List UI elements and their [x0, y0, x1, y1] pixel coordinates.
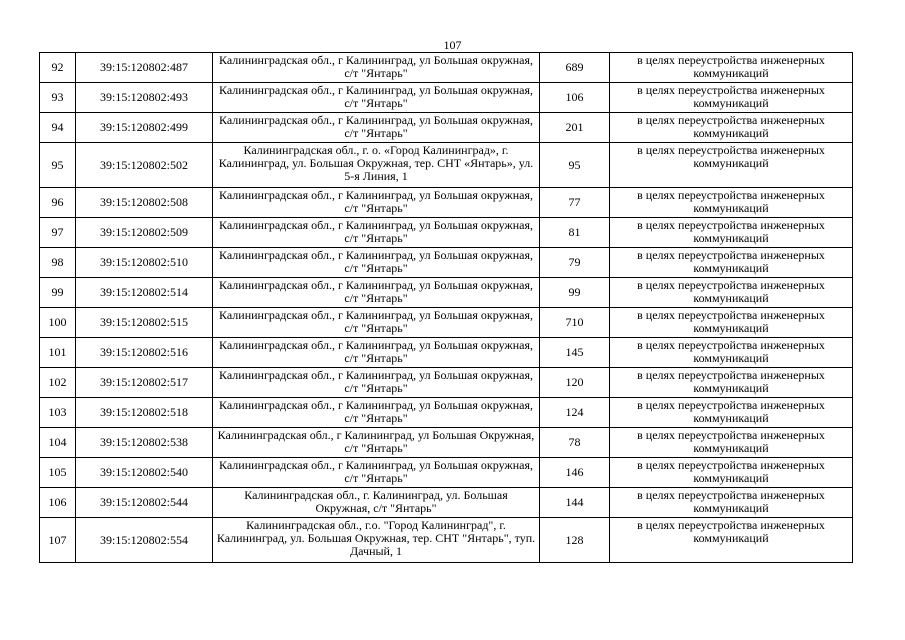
purpose: в целях переустройства инженерных коммуникаций: [610, 248, 853, 278]
cadastral-number: 39:15:120802:499: [76, 113, 213, 143]
purpose: в целях переустройства инженерных коммуникаций: [610, 113, 853, 143]
cadastral-number: 39:15:120802:502: [76, 143, 213, 188]
address: Калининградская обл., г Калининград, ул Большая окружная, с/т "Янтарь": [213, 218, 540, 248]
cadastral-number: 39:15:120802:508: [76, 188, 213, 218]
address: Калининградская обл., г Калининград, ул Большая окружная, с/т "Янтарь": [213, 188, 540, 218]
area: 201: [540, 113, 610, 143]
address: Калининградская обл., г Калининград, ул Большая окружная, с/т "Янтарь": [213, 278, 540, 308]
area: 124: [540, 398, 610, 428]
row-number: 96: [40, 188, 76, 218]
purpose: в целях переустройства инженерных коммуникаций: [610, 83, 853, 113]
row-number: 100: [40, 308, 76, 338]
row-number: 103: [40, 398, 76, 428]
cadastral-number: 39:15:120802:517: [76, 368, 213, 398]
area: 689: [540, 53, 610, 83]
address: Калининградская обл., г Калининград, ул Большая окружная, с/т "Янтарь": [213, 248, 540, 278]
area: 106: [540, 83, 610, 113]
purpose: в целях переустройства инженерных коммуникаций: [610, 218, 853, 248]
table-row: [40, 143, 853, 188]
cadastral-number: 39:15:120802:493: [76, 83, 213, 113]
table-row: [40, 518, 853, 563]
address: Калининградская обл., г.о. "Город Калининград", г. Калининград, ул. Большая Окружная, тер. СНТ "Янтарь", туп. Дачный, 1: [213, 518, 540, 563]
address: Калининградская обл., г. Калининград, ул. Большая Окружная, с/т "Янтарь": [213, 488, 540, 518]
land-plots-table: [39, 52, 853, 563]
area: 99: [540, 278, 610, 308]
table-row: [40, 218, 853, 248]
cadastral-number: 39:15:120802:518: [76, 398, 213, 428]
area: 78: [540, 428, 610, 458]
row-number: 106: [40, 488, 76, 518]
table-row: [40, 188, 853, 218]
row-number: 94: [40, 113, 76, 143]
cadastral-number: 39:15:120802:510: [76, 248, 213, 278]
area: 128: [540, 518, 610, 563]
table-row: [40, 338, 853, 368]
cadastral-number: 39:15:120802:538: [76, 428, 213, 458]
row-number: 102: [40, 368, 76, 398]
cadastral-number: 39:15:120802:515: [76, 308, 213, 338]
purpose: в целях переустройства инженерных коммуникаций: [610, 278, 853, 308]
area: 146: [540, 458, 610, 488]
address: Калининградская обл., г Калининград, ул Большая окружная, с/т "Янтарь": [213, 368, 540, 398]
purpose: в целях переустройства инженерных коммуникаций: [610, 53, 853, 83]
row-number: 107: [40, 518, 76, 563]
address: Калининградская обл., г Калининград, ул Большая окружная, с/т "Янтарь": [213, 398, 540, 428]
table-row: [40, 398, 853, 428]
area: 95: [540, 143, 610, 188]
purpose: в целях переустройства инженерных коммуникаций: [610, 458, 853, 488]
purpose: в целях переустройства инженерных коммуникаций: [610, 143, 853, 188]
area: 120: [540, 368, 610, 398]
row-number: 98: [40, 248, 76, 278]
purpose: в целях переустройства инженерных коммуникаций: [610, 308, 853, 338]
row-number: 92: [40, 53, 76, 83]
area: 77: [540, 188, 610, 218]
address: Калининградская обл., г Калининград, ул Большая окружная, с/т "Янтарь": [213, 458, 540, 488]
area: 145: [540, 338, 610, 368]
cadastral-number: 39:15:120802:487: [76, 53, 213, 83]
cadastral-number: 39:15:120802:540: [76, 458, 213, 488]
cadastral-number: 39:15:120802:516: [76, 338, 213, 368]
address: Калининградская обл., г. о. «Город Калининград», г. Калининград, ул. Большая Окружная, тер. СНТ «Янтарь», ул. 5-я Линия, 1: [213, 143, 540, 188]
purpose: в целях переустройства инженерных коммуникаций: [610, 428, 853, 458]
row-number: 105: [40, 458, 76, 488]
table-row: [40, 113, 853, 143]
table-row: [40, 368, 853, 398]
address: Калининградская обл., г Калининград, ул Большая окружная, с/т "Янтарь": [213, 113, 540, 143]
address: Калининградская обл., г Калининград, ул Большая окружная, с/т "Янтарь": [213, 338, 540, 368]
table-row: [40, 278, 853, 308]
purpose: в целях переустройства инженерных коммуникаций: [610, 398, 853, 428]
area: 79: [540, 248, 610, 278]
purpose: в целях переустройства инженерных коммуникаций: [610, 368, 853, 398]
row-number: 101: [40, 338, 76, 368]
table-row: [40, 488, 853, 518]
area: 81: [540, 218, 610, 248]
table-row: [40, 458, 853, 488]
row-number: 93: [40, 83, 76, 113]
area: 710: [540, 308, 610, 338]
table-row: [40, 83, 853, 113]
address: Калининградская обл., г Калининград, ул Большая окружная, с/т "Янтарь": [213, 83, 540, 113]
cadastral-number: 39:15:120802:544: [76, 488, 213, 518]
purpose: в целях переустройства инженерных коммуникаций: [610, 518, 853, 563]
table-row: [40, 428, 853, 458]
purpose: в целях переустройства инженерных коммуникаций: [610, 338, 853, 368]
page-number: 107: [443, 38, 462, 52]
table-row: [40, 248, 853, 278]
table-row: [40, 308, 853, 338]
cadastral-number: 39:15:120802:514: [76, 278, 213, 308]
purpose: в целях переустройства инженерных коммуникаций: [610, 188, 853, 218]
row-number: 104: [40, 428, 76, 458]
purpose: в целях переустройства инженерных коммуникаций: [610, 488, 853, 518]
row-number: 97: [40, 218, 76, 248]
row-number: 95: [40, 143, 76, 188]
cadastral-number: 39:15:120802:509: [76, 218, 213, 248]
area: 144: [540, 488, 610, 518]
address: Калининградская обл., г Калининград, ул Большая окружная, с/т "Янтарь": [213, 308, 540, 338]
table-row: [40, 53, 853, 83]
address: Калининградская обл., г Калининград, ул Большая Окружная, с/т "Янтарь": [213, 428, 540, 458]
address: Калининградская обл., г Калининград, ул Большая окружная, с/т "Янтарь": [213, 53, 540, 83]
row-number: 99: [40, 278, 76, 308]
cadastral-number: 39:15:120802:554: [76, 518, 213, 563]
